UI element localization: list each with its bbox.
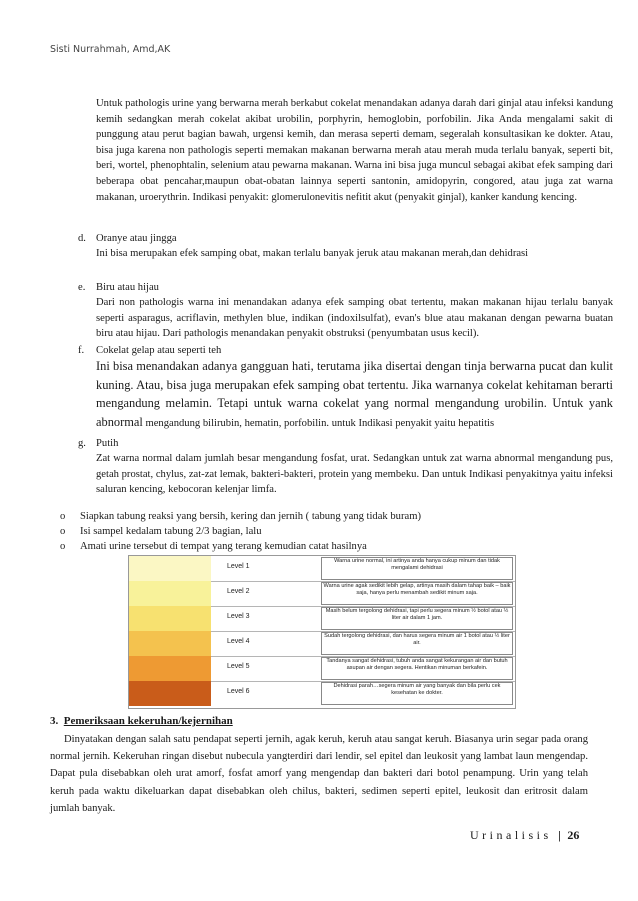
page-number: 26 <box>567 828 580 842</box>
section-paragraph <box>50 731 588 817</box>
footer-separator: | <box>558 828 561 842</box>
intro-paragraph: Untuk pathologis urine yang berwarna merah berkabut cokelat menandakan adanya darah dari ginjal atau infeksi kandung kemih sedangkan merah cokelat akibat urobilin, porphyrin, hemoglobin, porfobilin. Jika Anda mengalami sakit di punggung atau perut bagian bawah, urgensi kemih, dan merasa seperti demam, segeralah konsultasikan ke dokter. Atau, bisa juga karena non pathologis seperti memakan makanan berwarna merah atau merah muda terlalu banyak, seperti bit, beri, wortel, phenophtalin, selenium atau pewarna makanan. Warna ini bisa juga muncul sebagai akibat efek samping dari beberapa obat pencahar,maupun obat-obatan lainnya seperti santonin, amidopyrin, congored, atau juga zat warna makanan, uroerythrin. Indikasi penyakit: glomerulonevitis nefitit akut (penyakit ginjal), kanker kandung kencing. <box>96 98 613 203</box>
level-row <box>129 606 515 632</box>
step-text: Amati urine tersebut di tempat yang terang kemudian catat hasilnya <box>80 541 367 552</box>
level-label: Level 4 <box>227 638 250 645</box>
item-body-small: mengandung bilirubin, hematin, porfobilin. untuk Indikasi penyakit yaitu hepatitis <box>145 417 495 429</box>
level-description: Masih belum tergolong dehidrasi, tapi perlu segera minum ½ botol atau ½ liter air dalam 1 jam. <box>321 607 513 630</box>
level-label: Level 6 <box>227 688 250 695</box>
urine-color-chart <box>128 555 516 709</box>
page-footer <box>470 828 579 843</box>
color-swatch <box>129 681 211 706</box>
level-row <box>129 681 515 706</box>
level-row <box>129 556 515 582</box>
step-bullet: o <box>60 511 66 522</box>
item-letter: d. <box>78 233 86 244</box>
section-number: 3. <box>50 715 59 727</box>
color-swatch <box>129 581 211 606</box>
section-heading <box>50 715 233 727</box>
level-description: Warna urine agak sedikit lebih gelap, artinya masih dalam tahap baik – baik saja, hanya perlu menambah sedikit minum saja. <box>321 582 513 605</box>
item-title: Oranye atau jingga <box>96 233 177 244</box>
item-letter: e. <box>78 282 86 293</box>
level-row <box>129 581 515 607</box>
color-swatch <box>129 656 211 681</box>
step-bullet: o <box>60 526 66 537</box>
color-swatch <box>129 606 211 631</box>
step-text: Isi sampel kedalam tabung 2/3 bagian, lalu <box>80 526 262 537</box>
level-description: Dehidrasi parah…segera minum air yang banyak dan bila perlu cek kesehatan ke dokter. <box>321 682 513 705</box>
color-swatch <box>129 556 211 581</box>
step-text: Siapkan tabung reaksi yang bersih, kering dan jernih ( tabung yang tidak buram) <box>80 511 421 522</box>
level-label: Level 1 <box>227 563 250 570</box>
item-title: Biru atau hijau <box>96 282 159 293</box>
level-description: Warna urine normal, ini artinya anda hanya cukup minum dan tidak mengalami dehidrasi <box>321 557 513 580</box>
section-paragraph-text: Dinyatakan dengan salah satu pendapat seperti jernih, agak keruh, keruh atau sangat keruh. Biasanya urin segar pada orang normal jernih. Kekeruhan ringan disebut nubecula yangterdiri dari lendir, sel epitel dan leukosit yang lambat laun mengendap. Dapat pula disebabkan oleh urat amorf, fosfat amorf yang mengendap dan bakteri dari botol penampung. Urin yang telah keruh pada waktu dikeluarkan dapat disebabkan oleh chilus, bakteri, sedimen seperti epitel, leukosit dan eritrosit dalam jumlah banyak. <box>50 734 588 814</box>
item-body-f <box>96 357 613 431</box>
item-body: Dari non pathologis warna ini menandakan adanya efek samping obat tertentu, makan makanan hijau terlalu banyak seperti asparagus, acriflavin, methylen blue, indikan (indoxilsulfat), evan's blue atau makanan dengan pewarna buatan biru atau hijau. Dari pathologis menandakan penyakit obstruksi (penyumbatan usus kecil). <box>96 297 613 340</box>
color-swatch <box>129 631 211 656</box>
item-letter: g. <box>78 438 86 449</box>
page-header-author: Sisti Nurrahmah, Amd,AK <box>50 44 171 55</box>
footer-title: Urinalisis <box>470 828 552 842</box>
section-title: Pemeriksaan kekeruhan/kejernihan <box>63 715 233 727</box>
level-row <box>129 656 515 682</box>
item-title: Putih <box>96 438 119 449</box>
item-body-large: Ini bisa menandakan adanya gangguan hati, terutama jika disertai dengan tinja berwarna pucat dan kulit kuning. Atau, bisa juga merupakan efek samping obat tertentu. Jika warnanya cokelat kehitaman berarti mengandung melamin. Tetapi untuk warna cokelat yang normal mengandung urobilin. Untuk yank abnormal <box>96 359 613 429</box>
item-body: Zat warna normal dalam jumlah besar mengandung fosfat, urat. Sedangkan untuk zat warna abnormal mengandung pus, getah prostat, chylus, zat-zat lemak, bakteri-bakteri, protein yang membeku. Dan untuk Indikasi penyakitnya yaitu infeksi saluran kencing, kebocoran kelenjar limfa. <box>96 453 613 496</box>
level-label: Level 3 <box>227 613 250 620</box>
level-description: Tandanya sangat dehidrasi, tubuh anda sangat kekurangan air dan butuh asupan air dengan segera. Hentikan minuman berkafein. <box>321 657 513 680</box>
level-description: Sudah tergolong dehidrasi, dan harus segera minum air 1 botol atau ½ liter air. <box>321 632 513 655</box>
item-letter: f. <box>78 345 85 356</box>
level-label: Level 2 <box>227 588 250 595</box>
item-title: Cokelat gelap atau seperti teh <box>96 345 222 356</box>
item-body: Ini bisa merupakan efek samping obat, makan terlalu banyak jeruk atau makanan merah,dan dehidrasi <box>96 248 529 259</box>
step-bullet: o <box>60 541 66 552</box>
level-label: Level 5 <box>227 663 250 670</box>
level-row <box>129 631 515 657</box>
